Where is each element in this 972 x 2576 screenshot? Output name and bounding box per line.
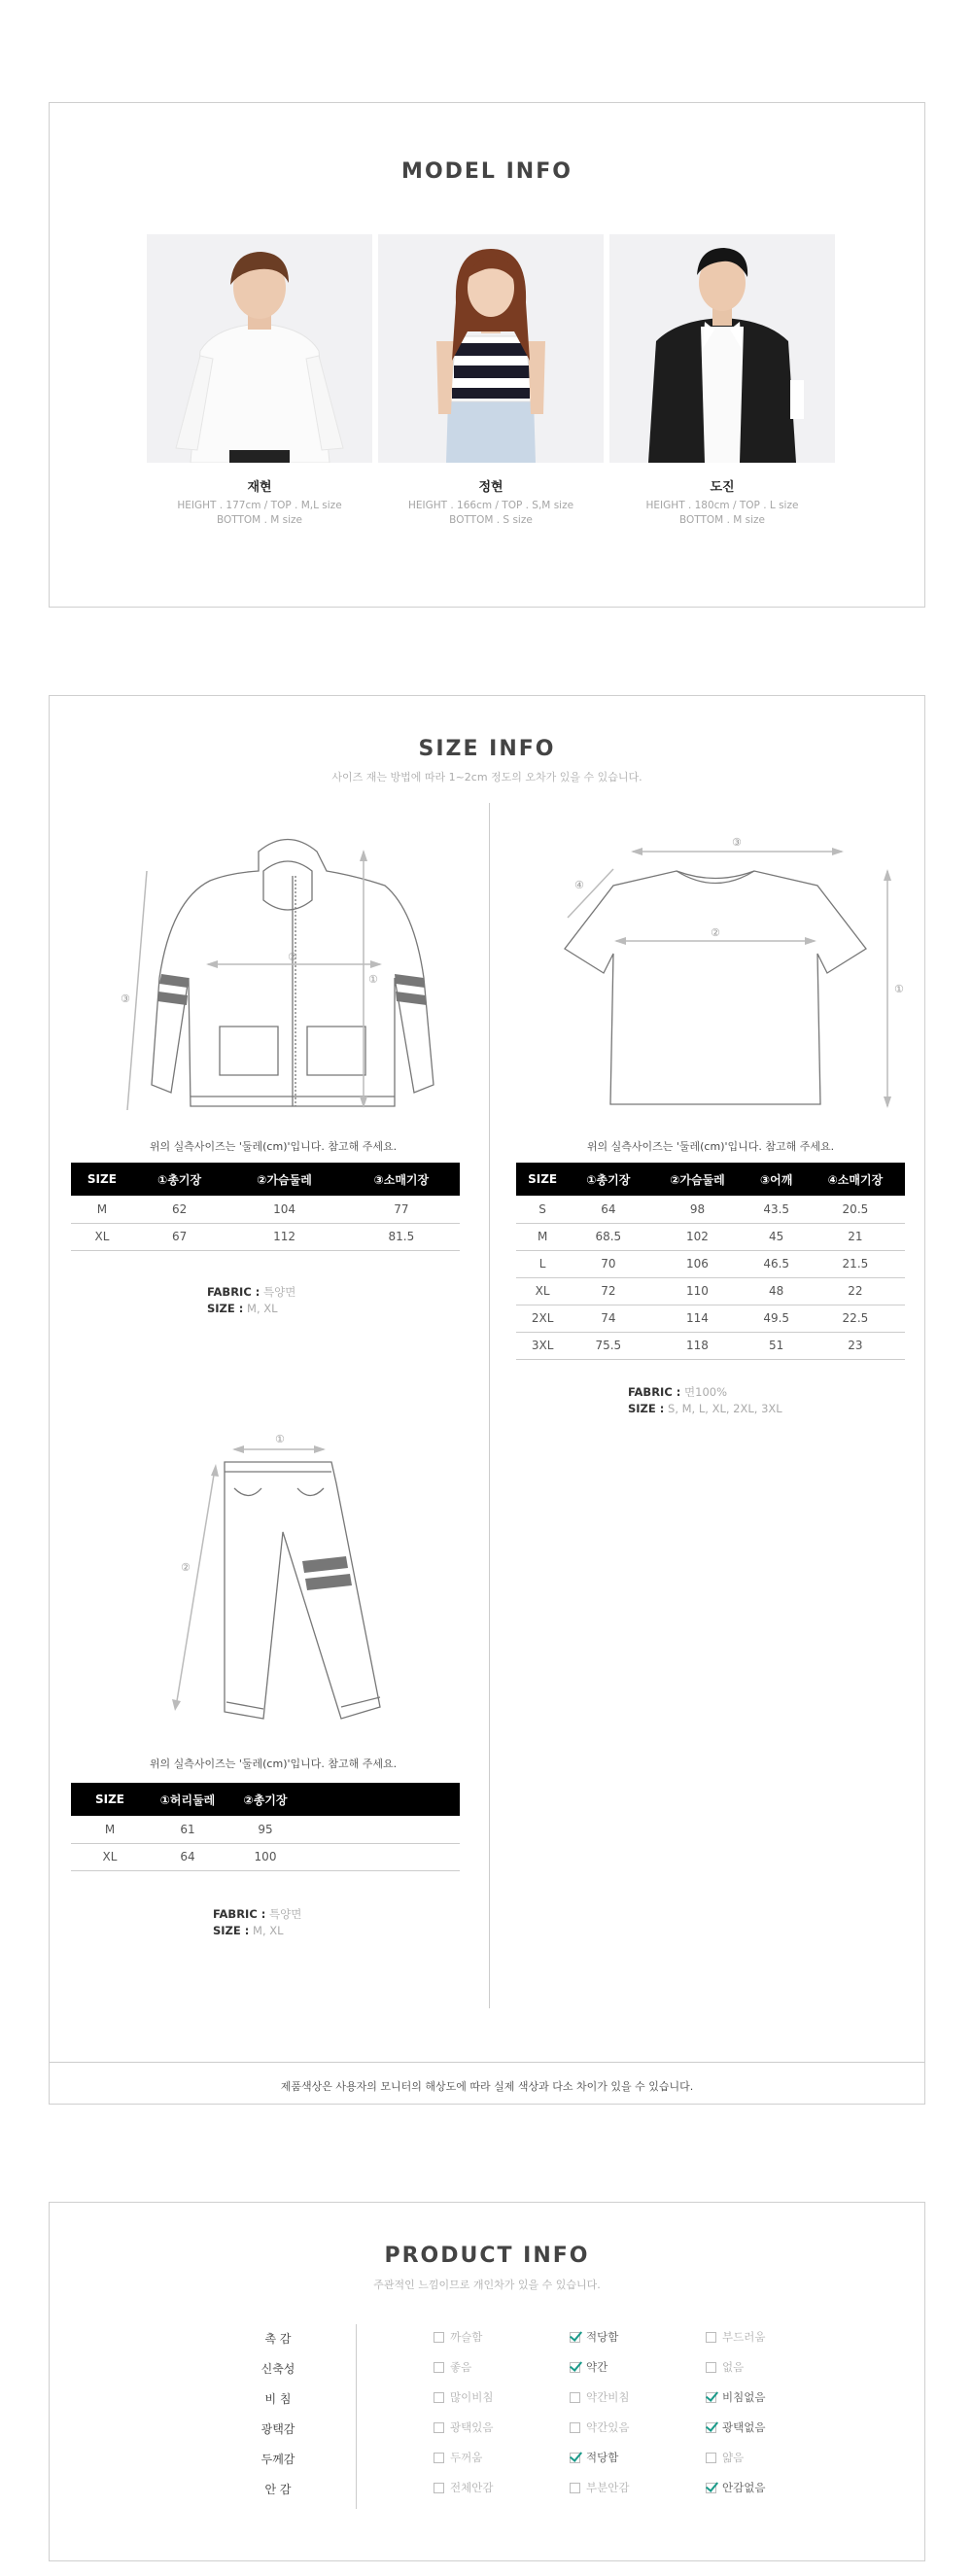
attribute-label: 비 침 xyxy=(264,2392,292,2406)
table-cell: 77 xyxy=(343,1196,460,1223)
attribute-option-label: 전체안감 xyxy=(450,2481,494,2494)
attribute-labels xyxy=(225,2329,331,2510)
measure-note: 위의 실측사이즈는 '둘레(cm)'입니다. 참고해 주세요. xyxy=(586,1140,835,1153)
table-header: SIZE xyxy=(516,1163,569,1196)
table-cell: 110 xyxy=(647,1277,746,1305)
table-cell: 64 xyxy=(149,1843,226,1870)
table-row xyxy=(516,1277,905,1305)
table-cell xyxy=(304,1816,460,1843)
product-info-subtitle: 주관적인 느낌이므로 개인차가 있을 수 있습니다. xyxy=(373,2279,601,2291)
table-cell: 104 xyxy=(226,1196,342,1223)
checkbox-icon[interactable] xyxy=(434,2483,444,2493)
table-cell: 118 xyxy=(647,1332,746,1359)
attribute-option[interactable] xyxy=(706,2359,744,2375)
checkbox-icon[interactable] xyxy=(570,2483,580,2493)
tshirt-size-table xyxy=(516,1163,905,1360)
model-spec-line: BOTTOM . M size xyxy=(216,514,303,526)
attribute-option[interactable] xyxy=(570,2419,629,2435)
fabric-value: 면100% xyxy=(684,1385,728,1399)
table-cell: 81.5 xyxy=(343,1223,460,1250)
table-cell: 2XL xyxy=(516,1305,569,1332)
table-cell: 22.5 xyxy=(806,1305,905,1332)
model-photo xyxy=(147,234,372,463)
table-header: ③어깨 xyxy=(747,1163,806,1196)
table-cell: 98 xyxy=(647,1196,746,1223)
attribute-option[interactable] xyxy=(570,2389,629,2405)
measure-mark: ② xyxy=(288,951,297,963)
size-value: M, XL xyxy=(247,1302,278,1315)
attribute-label: 안 감 xyxy=(264,2483,292,2496)
table-cell: 95 xyxy=(226,1816,304,1843)
table-cell: M xyxy=(516,1223,569,1250)
table-cell: 43.5 xyxy=(747,1196,806,1223)
pants-diagram xyxy=(156,1415,468,1726)
checkbox-icon[interactable] xyxy=(434,2453,444,2463)
table-cell: XL xyxy=(71,1843,149,1870)
size-info-subtitle: 사이즈 재는 방법에 따라 1~2cm 정도의 오차가 있을 수 있습니다. xyxy=(331,771,642,783)
attribute-row xyxy=(434,2480,842,2499)
table-cell: 67 xyxy=(133,1223,226,1250)
size-info-title: SIZE INFO xyxy=(418,737,556,761)
table-cell: 106 xyxy=(647,1250,746,1277)
attribute-option-label: 약간비침 xyxy=(586,2390,630,2404)
table-header-row xyxy=(71,1783,460,1816)
fabric-value: 특양면 xyxy=(269,1907,302,1921)
table-cell: 75.5 xyxy=(569,1332,647,1359)
table-cell: 64 xyxy=(569,1196,647,1223)
table-cell xyxy=(304,1843,460,1870)
attribute-option-label: 비침없음 xyxy=(722,2390,766,2404)
model-photo xyxy=(609,234,835,463)
table-row xyxy=(71,1816,460,1843)
checked-checkbox-icon[interactable] xyxy=(706,2422,716,2433)
table-cell: 51 xyxy=(747,1332,806,1359)
attribute-label: 두께감 xyxy=(260,2453,295,2466)
column-divider xyxy=(489,803,490,2008)
table-cell: 23 xyxy=(806,1332,905,1359)
measure-mark: ③ xyxy=(121,992,130,1005)
table-header: SIZE xyxy=(71,1163,133,1196)
table-cell: 20.5 xyxy=(806,1196,905,1223)
attribute-option-label: 많이비침 xyxy=(450,2390,494,2404)
attribute-option-label: 적당함 xyxy=(586,2330,619,2344)
attribute-option-label: 없음 xyxy=(722,2360,745,2374)
table-cell: S xyxy=(516,1196,569,1223)
table-cell: L xyxy=(516,1250,569,1277)
table-cell: 70 xyxy=(569,1250,647,1277)
table-cell: XL xyxy=(71,1223,133,1250)
checkbox-icon[interactable] xyxy=(434,2362,444,2373)
size-label: SIZE : xyxy=(207,1302,244,1315)
attribute-label: 광택감 xyxy=(260,2422,295,2436)
pants-fabric-info xyxy=(213,1906,301,1939)
checked-checkbox-icon[interactable] xyxy=(570,2362,580,2373)
table-cell: 102 xyxy=(647,1223,746,1250)
model-info-section xyxy=(49,102,925,608)
table-cell: 21 xyxy=(806,1223,905,1250)
table-header: ①총기장 xyxy=(569,1163,647,1196)
attribute-option[interactable] xyxy=(570,2359,608,2375)
table-row xyxy=(71,1843,460,1870)
table-row xyxy=(516,1223,905,1250)
attribute-option[interactable] xyxy=(434,2450,482,2465)
table-cell: 62 xyxy=(133,1196,226,1223)
model-card xyxy=(147,234,372,528)
measure-mark: ① xyxy=(894,983,904,995)
attribute-row xyxy=(434,2359,842,2379)
checkbox-icon[interactable] xyxy=(434,2422,444,2433)
attribute-option[interactable] xyxy=(706,2450,744,2465)
table-row xyxy=(71,1196,460,1223)
size-value: S, M, L, XL, 2XL, 3XL xyxy=(668,1402,782,1415)
table-header: ①허리둘레 xyxy=(149,1783,226,1816)
model-spec xyxy=(147,499,372,528)
attribute-option-label: 적당함 xyxy=(586,2451,619,2464)
table-row xyxy=(516,1250,905,1277)
attribute-row xyxy=(434,2419,842,2439)
table-header: ②가슴둘레 xyxy=(226,1163,342,1196)
attribute-option-label: 광택없음 xyxy=(722,2420,766,2434)
model-spec-line: HEIGHT . 166cm / TOP . S,M size xyxy=(407,500,574,511)
model-spec-line: BOTTOM . S size xyxy=(449,514,533,526)
table-cell: 45 xyxy=(747,1223,806,1250)
table-cell: 3XL xyxy=(516,1332,569,1359)
attribute-option[interactable] xyxy=(434,2419,493,2435)
checkbox-icon[interactable] xyxy=(434,2392,444,2403)
attribute-row xyxy=(434,2389,842,2409)
attribute-label: 촉 감 xyxy=(264,2332,292,2346)
table-cell: 48 xyxy=(747,1277,806,1305)
measure-mark: ② xyxy=(181,1561,191,1574)
tshirt-fabric-info xyxy=(628,1384,782,1417)
measure-mark: ③ xyxy=(732,836,742,849)
table-cell: M xyxy=(71,1816,149,1843)
table-header: ③소매기장 xyxy=(343,1163,460,1196)
model-spec-line: BOTTOM . M size xyxy=(678,514,766,526)
footer-divider xyxy=(50,2062,924,2063)
table-header: ②총기장 xyxy=(226,1783,304,1816)
attribute-option[interactable] xyxy=(706,2480,765,2495)
size-info-section xyxy=(49,695,925,2105)
measure-mark: ① xyxy=(368,973,378,986)
table-cell: 100 xyxy=(226,1843,304,1870)
table-cell: 46.5 xyxy=(747,1250,806,1277)
checkbox-icon[interactable] xyxy=(706,2362,716,2373)
table-row xyxy=(516,1196,905,1223)
attribute-option[interactable] xyxy=(434,2480,493,2495)
table-cell: 112 xyxy=(226,1223,342,1250)
model-spec xyxy=(609,499,835,528)
checkbox-icon[interactable] xyxy=(570,2422,580,2433)
model-card xyxy=(609,234,835,528)
model-photo xyxy=(378,234,604,463)
table-header: ②가슴둘레 xyxy=(647,1163,746,1196)
attribute-option[interactable] xyxy=(570,2480,629,2495)
measure-mark: ② xyxy=(711,926,720,939)
checked-checkbox-icon[interactable] xyxy=(570,2453,580,2463)
attribute-option[interactable] xyxy=(706,2419,765,2435)
table-row xyxy=(516,1332,905,1359)
table-cell: 72 xyxy=(569,1277,647,1305)
table-header: SIZE xyxy=(71,1783,149,1816)
attribute-row xyxy=(434,2329,842,2349)
checked-checkbox-icon[interactable] xyxy=(570,2332,580,2343)
table-cell: M xyxy=(71,1196,133,1223)
table-cell: XL xyxy=(516,1277,569,1305)
model-name: 재현 xyxy=(247,480,272,495)
attribute-option[interactable] xyxy=(570,2450,618,2465)
checkbox-icon[interactable] xyxy=(570,2392,580,2403)
table-cell: 74 xyxy=(569,1305,647,1332)
product-info-section xyxy=(49,2202,925,2561)
attribute-option-label: 까슬함 xyxy=(450,2330,483,2344)
checkbox-icon[interactable] xyxy=(706,2453,716,2463)
fabric-label: FABRIC : xyxy=(207,1285,260,1299)
table-header: ①총기장 xyxy=(133,1163,226,1196)
measure-note: 위의 실측사이즈는 '둘레(cm)'입니다. 참고해 주세요. xyxy=(149,1140,398,1153)
table-header-row xyxy=(71,1163,460,1196)
measure-note: 위의 실측사이즈는 '둘레(cm)'입니다. 참고해 주세요. xyxy=(149,1758,398,1770)
table-row xyxy=(516,1305,905,1332)
model-info-title: MODEL INFO xyxy=(401,159,573,184)
model-card xyxy=(378,234,604,528)
table-row xyxy=(71,1223,460,1250)
model-spec-line: HEIGHT . 177cm / TOP . M,L size xyxy=(177,500,342,511)
table-cell: 68.5 xyxy=(569,1223,647,1250)
model-name: 도진 xyxy=(710,480,735,495)
table-cell: 114 xyxy=(647,1305,746,1332)
size-label: SIZE : xyxy=(213,1924,250,1937)
attribute-option[interactable] xyxy=(434,2329,482,2345)
model-list xyxy=(147,234,827,555)
attribute-option[interactable] xyxy=(570,2329,618,2345)
attribute-option-label: 두꺼움 xyxy=(450,2451,483,2464)
fabric-value: 특양면 xyxy=(263,1285,296,1299)
attribute-option-label: 약간 xyxy=(586,2360,608,2374)
table-cell: 61 xyxy=(149,1816,226,1843)
checked-checkbox-icon[interactable] xyxy=(706,2483,716,2493)
checked-checkbox-icon[interactable] xyxy=(706,2392,716,2403)
pants-size-table xyxy=(71,1783,460,1871)
attribute-option-label: 좋음 xyxy=(450,2360,472,2374)
model-name: 정현 xyxy=(478,480,503,495)
attribute-divider xyxy=(356,2324,357,2509)
hoodie-size-table xyxy=(71,1163,460,1251)
model-spec-line: HEIGHT . 180cm / TOP . L size xyxy=(645,500,799,511)
attribute-option-label: 광택있음 xyxy=(450,2420,494,2434)
table-header-row xyxy=(516,1163,905,1196)
product-info-title: PRODUCT INFO xyxy=(384,2244,590,2268)
checkbox-icon[interactable] xyxy=(434,2332,444,2343)
attribute-label: 신축성 xyxy=(260,2362,295,2376)
attribute-option-label: 부드러움 xyxy=(722,2330,766,2344)
attribute-option-label: 약간있음 xyxy=(586,2420,630,2434)
attribute-option-label: 안감없음 xyxy=(722,2481,766,2494)
hoodie-diagram xyxy=(103,832,472,1124)
attribute-option[interactable] xyxy=(434,2389,493,2405)
attribute-option-label: 얇음 xyxy=(722,2451,745,2464)
table-cell: 21.5 xyxy=(806,1250,905,1277)
size-value: M, XL xyxy=(253,1924,284,1937)
attribute-option[interactable] xyxy=(706,2389,765,2405)
fabric-label: FABRIC : xyxy=(628,1385,681,1399)
fabric-label: FABRIC : xyxy=(213,1907,266,1921)
color-disclaimer: 제품색상은 사용자의 모니터의 해상도에 따라 실제 색상과 다소 차이가 있을 수 있습니다. xyxy=(280,2080,694,2093)
table-header xyxy=(304,1783,460,1816)
model-spec xyxy=(378,499,604,528)
tshirt-diagram xyxy=(550,832,920,1124)
table-header: ④소매기장 xyxy=(806,1163,905,1196)
table-cell: 22 xyxy=(806,1277,905,1305)
table-cell: 49.5 xyxy=(747,1305,806,1332)
attribute-option[interactable] xyxy=(706,2329,765,2345)
checkbox-icon[interactable] xyxy=(706,2332,716,2343)
size-label: SIZE : xyxy=(628,1402,665,1415)
attribute-row xyxy=(434,2450,842,2469)
measure-mark: ① xyxy=(275,1433,285,1445)
hoodie-fabric-info xyxy=(207,1284,295,1317)
attribute-option-label: 부분안감 xyxy=(586,2481,630,2494)
attribute-option[interactable] xyxy=(434,2359,471,2375)
measure-mark: ④ xyxy=(574,879,584,891)
